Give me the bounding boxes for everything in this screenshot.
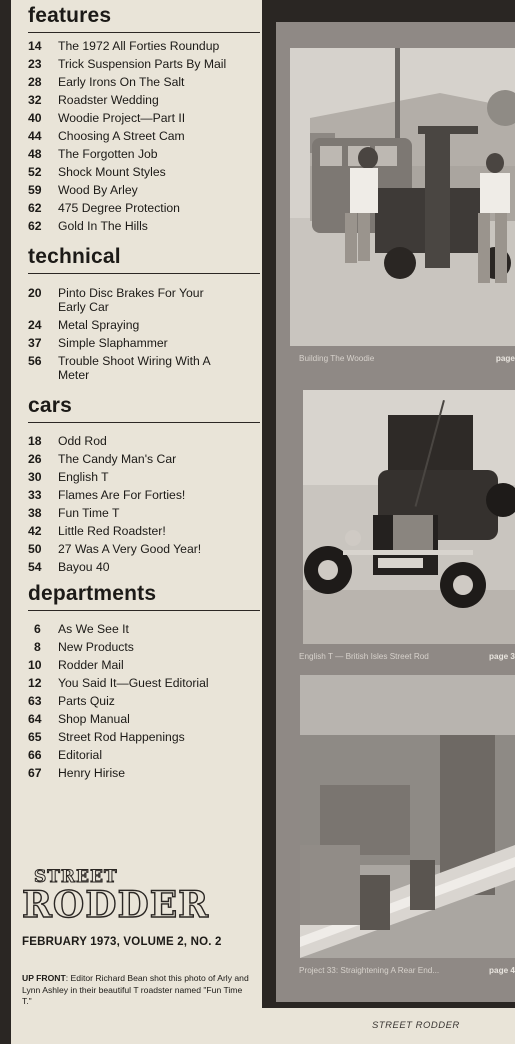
section-title: technical [28,245,121,268]
caption-page: page 3 [489,652,515,661]
logo-line-street: STREET [34,867,118,887]
article-title: The 1972 All Forties Roundup [58,39,220,53]
list-item [28,91,260,109]
page-number: 26 [28,452,42,466]
section-rule [28,32,260,33]
logo-line-rodder: RODDER [22,884,210,926]
section-departments [28,582,260,782]
article-title: Bayou 40 [58,560,110,574]
article-title: Editorial [58,748,103,762]
article-title: Gold In The Hills [58,219,148,233]
article-title: Simple Slaphammer [58,336,168,350]
street-rodder-logo [22,868,209,924]
page-number: 66 [28,748,42,762]
article-title: Roadster Wedding [58,93,159,107]
photo-caption-2 [299,652,515,661]
photo-english-t-image [303,390,515,644]
list-item [28,109,260,127]
list-item [28,540,260,558]
list-item [28,73,260,91]
list-item [28,486,260,504]
list-item [28,450,260,468]
photo-project-33-image [300,675,515,958]
article-title: New Products [58,640,134,654]
section-features [28,4,260,235]
article-title: Shop Manual [58,712,130,726]
article-title: Wood By Arley [58,183,138,197]
up-front-label: UP FRONT [22,973,66,983]
article-title: As We See It [58,622,129,636]
list-item [28,181,260,199]
page-number: 52 [28,165,42,179]
article-title: The Forgotten Job [58,147,158,161]
list-item [28,55,260,73]
page-number: 14 [28,39,42,53]
list-item [28,284,260,316]
page-number: 59 [28,183,42,197]
list-item [28,316,260,334]
section-title: cars [28,394,73,417]
list-item [28,37,260,55]
page-number: 56 [28,354,42,368]
page-number: 37 [28,336,42,350]
page-number: 24 [28,318,42,332]
page-number: 65 [28,730,42,744]
list-item [28,334,260,352]
article-title: The Candy Man's Car [58,452,177,466]
list-item [28,656,260,674]
article-title: Trouble Shoot Wiring With A Meter [58,354,210,382]
photo-caption-1 [299,354,515,363]
photo-project-33 [300,675,515,958]
article-title: Street Rod Happenings [58,730,185,744]
list-item [28,728,260,746]
page-number: 20 [28,286,42,300]
list-item [28,692,260,710]
section-title: departments [28,582,157,605]
page-number: 8 [34,640,41,654]
article-title: Parts Quiz [58,694,115,708]
article-title: You Said It—Guest Editorial [58,676,209,690]
page-number: 67 [28,766,42,780]
page-number: 54 [28,560,42,574]
list-item [28,352,260,384]
list-item [28,522,260,540]
article-title: Woodie Project—Part II [58,111,186,125]
list-item [28,638,260,656]
list-item [28,710,260,728]
photo-english-t [303,390,515,644]
caption-page: page [495,354,515,363]
caption-text: Building The Woodie [299,354,375,363]
section-rule [28,422,260,423]
page-number: 28 [28,75,42,89]
list-item [28,217,260,235]
photo-caption-3 [299,966,515,975]
page-number: 50 [28,542,42,556]
article-title: Odd Rod [58,434,107,448]
page-number: 42 [28,524,42,538]
item-list [28,37,260,235]
list-item [28,746,260,764]
page-number: 12 [28,676,42,690]
article-title: English T [58,470,109,484]
photo-woodie [290,48,515,346]
article-title: Early Irons On The Salt [58,75,185,89]
page-number: 33 [28,488,42,502]
page-number: 23 [28,57,42,71]
list-item [28,674,260,692]
page-number: 64 [28,712,42,726]
caption-page: page 4 [489,966,515,975]
article-title: Shock Mount Styles [58,165,166,179]
up-front-text: : Editor Richard Bean shot this photo of Arly and Lynn Ashley in their beautiful T roadster named "Fun Time T." [22,973,249,1006]
page-number: 18 [28,434,42,448]
photo-woodie-image [290,48,515,346]
item-list [28,620,260,782]
list-item [28,127,260,145]
section-technical [28,245,260,384]
item-list [28,284,260,384]
list-item [28,199,260,217]
item-list [28,432,260,576]
page-number: 6 [34,622,41,636]
page-number: 62 [28,219,42,233]
article-title: Pinto Disc Brakes For Your Early Car [58,286,204,314]
article-title: Metal Spraying [58,318,140,332]
list-item [28,163,260,181]
article-title: Henry Hirise [58,766,126,780]
list-item [28,764,260,782]
section-rule [28,273,260,274]
page-number: 63 [28,694,42,708]
article-title: Rodder Mail [58,658,124,672]
list-item [28,468,260,486]
page-number: 48 [28,147,42,161]
list-item [28,620,260,638]
list-item [28,145,260,163]
article-title: 27 Was A Very Good Year! [58,542,202,556]
article-title: 475 Degree Protection [58,201,180,215]
list-item [28,432,260,450]
page-number: 10 [28,658,42,672]
page-number: 62 [28,201,42,215]
article-title: Trick Suspension Parts By Mail [58,57,227,71]
caption-text: Project 33: Straightening A Rear End... [299,966,440,975]
caption-text: English T — British Isles Street Rod [299,652,429,661]
page-number: 32 [28,93,42,107]
page-number: 30 [28,470,42,484]
article-title: Flames Are For Forties! [58,488,186,502]
section-title: features [28,4,112,27]
article-title: Little Red Roadster! [58,524,166,538]
page-number: 44 [28,129,42,143]
page-number: 40 [28,111,42,125]
running-footer: STREET RODDER [372,1020,460,1031]
section-cars [28,394,260,576]
page-number: 38 [28,506,42,520]
list-item [28,558,260,576]
issue-info: FEBRUARY 1973, VOLUME 2, NO. 2 [22,936,222,948]
list-item [28,504,260,522]
up-front-caption [22,973,252,1008]
article-title: Choosing A Street Cam [58,129,185,143]
left-border [0,0,11,1044]
article-title: Fun Time T [58,506,120,520]
section-rule [28,610,260,611]
